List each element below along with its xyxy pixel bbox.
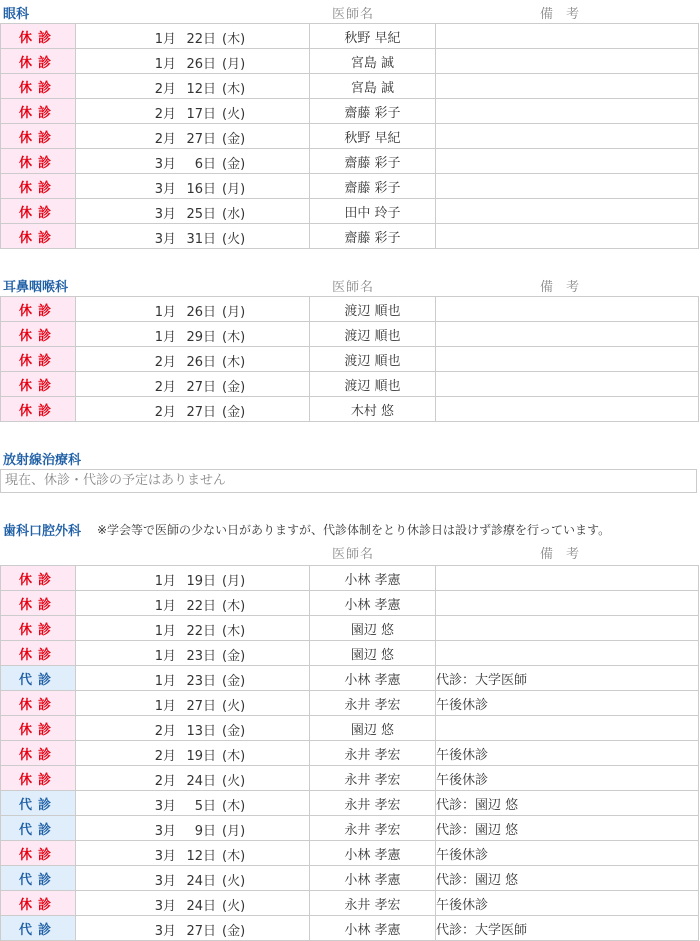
date-cell <box>76 99 310 124</box>
status-badge: 休診 <box>1 174 76 199</box>
date-weekday: (火) <box>222 699 246 714</box>
date-day: 23日 <box>186 674 216 689</box>
date-month: 3月 <box>154 874 176 889</box>
date-weekday: (月) <box>222 305 246 320</box>
doctor-cell: 渡辺 順也 <box>310 297 436 322</box>
remarks-cell: 代診：園辺 悠 <box>436 791 699 816</box>
date-day: 26日 <box>186 305 216 320</box>
date-cell <box>76 397 310 422</box>
section-title: 眼科 <box>3 7 30 22</box>
table-row <box>1 866 699 891</box>
date-day: 31日 <box>186 232 216 247</box>
date-weekday: (木) <box>222 799 246 814</box>
remarks-cell <box>436 347 699 372</box>
status-badge: 休診 <box>1 691 76 716</box>
date-month: 3月 <box>154 849 176 864</box>
status-badge: 代診 <box>1 866 76 891</box>
remarks-cell: 午後休診 <box>436 841 699 866</box>
table-row <box>1 691 699 716</box>
remarks-cell <box>436 716 699 741</box>
column-header-doctor: 医師名 <box>332 7 375 22</box>
date-day: 16日 <box>186 182 216 197</box>
date-day: 24日 <box>186 874 216 889</box>
date-month: 1月 <box>154 305 176 320</box>
status-badge: 休診 <box>1 841 76 866</box>
table-row <box>1 791 699 816</box>
date-weekday: (火) <box>222 774 246 789</box>
status-badge: 休診 <box>1 397 76 422</box>
date-month: 3月 <box>154 924 176 939</box>
section-radiation <box>0 446 700 493</box>
date-weekday: (水) <box>222 207 246 222</box>
remarks-cell: 代診：大学医師 <box>436 666 699 691</box>
date-month: 1月 <box>154 699 176 714</box>
date-day: 27日 <box>186 699 216 714</box>
doctor-cell: 齋藤 彩子 <box>310 174 436 199</box>
date-weekday: (火) <box>222 899 246 914</box>
date-day: 22日 <box>186 624 216 639</box>
date-month: 3月 <box>154 207 176 222</box>
status-badge: 休診 <box>1 566 76 591</box>
date-weekday: (木) <box>222 330 246 345</box>
date-day: 26日 <box>186 355 216 370</box>
section-header <box>0 273 700 296</box>
date-weekday: (木) <box>222 849 246 864</box>
date-weekday: (金) <box>222 380 246 395</box>
doctor-cell: 永井 孝宏 <box>310 691 436 716</box>
date-day: 24日 <box>186 774 216 789</box>
remarks-cell: 代診：園辺 悠 <box>436 866 699 891</box>
remarks-cell <box>436 149 699 174</box>
date-cell <box>76 347 310 372</box>
doctor-cell: 永井 孝宏 <box>310 891 436 916</box>
date-day: 27日 <box>186 380 216 395</box>
status-badge: 休診 <box>1 766 76 791</box>
date-cell <box>76 149 310 174</box>
table-row <box>1 174 699 199</box>
status-badge: 休診 <box>1 149 76 174</box>
doctor-cell: 小林 孝憲 <box>310 566 436 591</box>
date-day: 23日 <box>186 649 216 664</box>
date-day: 25日 <box>186 207 216 222</box>
status-badge: 休診 <box>1 372 76 397</box>
date-day: 5日 <box>194 799 216 814</box>
section-ent <box>0 273 700 422</box>
date-month: 1月 <box>154 674 176 689</box>
doctor-cell: 永井 孝宏 <box>310 766 436 791</box>
doctor-cell: 宮島 誠 <box>310 49 436 74</box>
doctor-cell: 齋藤 彩子 <box>310 99 436 124</box>
date-month: 2月 <box>154 405 176 420</box>
date-cell <box>76 566 310 591</box>
date-month: 2月 <box>154 749 176 764</box>
remarks-cell <box>436 74 699 99</box>
status-badge: 休診 <box>1 616 76 641</box>
date-day: 12日 <box>186 849 216 864</box>
doctor-cell: 秋野 早紀 <box>310 124 436 149</box>
date-weekday: (火) <box>222 874 246 889</box>
date-weekday: (木) <box>222 599 246 614</box>
date-day: 13日 <box>186 724 216 739</box>
doctor-cell: 渡辺 順也 <box>310 347 436 372</box>
date-month: 3月 <box>154 824 176 839</box>
date-cell <box>76 816 310 841</box>
section-note: ※学会等で医師の少ない日がありますが、代診体制をとり休診日は設けず診療を行っています。 <box>97 523 611 537</box>
table-row <box>1 641 699 666</box>
date-weekday: (木) <box>222 749 246 764</box>
status-badge: 休診 <box>1 124 76 149</box>
date-cell <box>76 174 310 199</box>
remarks-cell <box>436 124 699 149</box>
date-weekday: (火) <box>222 107 246 122</box>
remarks-cell <box>436 49 699 74</box>
doctor-cell: 園辺 悠 <box>310 641 436 666</box>
table-row <box>1 347 699 372</box>
status-badge: 休診 <box>1 347 76 372</box>
doctor-cell: 永井 孝宏 <box>310 816 436 841</box>
remarks-cell <box>436 641 699 666</box>
doctor-cell: 小林 孝憲 <box>310 841 436 866</box>
date-weekday: (月) <box>222 574 246 589</box>
date-day: 29日 <box>186 330 216 345</box>
status-badge: 代診 <box>1 666 76 691</box>
remarks-cell <box>436 397 699 422</box>
remarks-cell <box>436 616 699 641</box>
date-cell <box>76 372 310 397</box>
table-row <box>1 297 699 322</box>
date-cell <box>76 666 310 691</box>
doctor-cell: 永井 孝宏 <box>310 741 436 766</box>
status-badge: 休診 <box>1 741 76 766</box>
date-month: 3月 <box>154 899 176 914</box>
section-title: 耳鼻咽喉科 <box>3 280 69 295</box>
section-title: 歯科口腔外科 <box>3 524 82 539</box>
date-month: 2月 <box>154 380 176 395</box>
column-header-doctor: 医師名 <box>332 547 375 562</box>
section-header <box>0 517 700 542</box>
date-cell <box>76 49 310 74</box>
table-row <box>1 841 699 866</box>
doctor-cell: 木村 悠 <box>310 397 436 422</box>
date-day: 22日 <box>186 599 216 614</box>
status-badge: 休診 <box>1 224 76 249</box>
remarks-cell: 午後休診 <box>436 766 699 791</box>
status-badge: 休診 <box>1 891 76 916</box>
section-header <box>0 0 700 23</box>
table-row <box>1 741 699 766</box>
date-month: 1月 <box>154 599 176 614</box>
table-row <box>1 74 699 99</box>
date-cell <box>76 297 310 322</box>
date-day: 26日 <box>186 57 216 72</box>
date-cell <box>76 766 310 791</box>
status-badge: 休診 <box>1 49 76 74</box>
date-month: 2月 <box>154 132 176 147</box>
doctor-cell: 齋藤 彩子 <box>310 149 436 174</box>
doctor-cell: 小林 孝憲 <box>310 591 436 616</box>
date-weekday: (木) <box>222 32 246 47</box>
table-row <box>1 99 699 124</box>
table-row <box>1 591 699 616</box>
status-badge: 休診 <box>1 591 76 616</box>
doctor-cell: 園辺 悠 <box>310 716 436 741</box>
date-month: 2月 <box>154 82 176 97</box>
remarks-cell <box>436 24 699 49</box>
date-weekday: (金) <box>222 649 246 664</box>
date-cell <box>76 74 310 99</box>
date-cell <box>76 322 310 347</box>
date-month: 2月 <box>154 107 176 122</box>
date-day: 9日 <box>194 824 216 839</box>
table-row <box>1 816 699 841</box>
remarks-cell <box>436 322 699 347</box>
date-cell <box>76 591 310 616</box>
remarks-cell <box>436 99 699 124</box>
date-month: 1月 <box>154 32 176 47</box>
date-cell <box>76 916 310 941</box>
column-header-remarks: 備 考 <box>540 280 580 295</box>
date-month: 3月 <box>154 799 176 814</box>
date-day: 19日 <box>186 574 216 589</box>
date-cell <box>76 866 310 891</box>
date-day: 17日 <box>186 107 216 122</box>
doctor-cell: 小林 孝憲 <box>310 916 436 941</box>
date-weekday: (月) <box>222 824 246 839</box>
date-day: 6日 <box>194 157 216 172</box>
date-weekday: (金) <box>222 132 246 147</box>
date-cell <box>76 124 310 149</box>
date-weekday: (金) <box>222 405 246 420</box>
status-badge: 休診 <box>1 322 76 347</box>
doctor-cell: 渡辺 順也 <box>310 322 436 347</box>
date-weekday: (木) <box>222 624 246 639</box>
doctor-cell: 永井 孝宏 <box>310 791 436 816</box>
status-badge: 休診 <box>1 74 76 99</box>
schedule-table <box>0 296 699 422</box>
doctor-cell: 秋野 早紀 <box>310 24 436 49</box>
column-header-remarks: 備 考 <box>540 547 580 562</box>
table-row <box>1 149 699 174</box>
date-month: 1月 <box>154 574 176 589</box>
date-day: 24日 <box>186 899 216 914</box>
date-day: 22日 <box>186 32 216 47</box>
table-row <box>1 616 699 641</box>
column-header-remarks: 備 考 <box>540 7 580 22</box>
status-badge: 休診 <box>1 99 76 124</box>
status-badge: 代診 <box>1 916 76 941</box>
status-badge: 休診 <box>1 199 76 224</box>
date-cell <box>76 716 310 741</box>
date-cell <box>76 224 310 249</box>
table-row <box>1 766 699 791</box>
remarks-cell <box>436 372 699 397</box>
doctor-cell: 田中 玲子 <box>310 199 436 224</box>
table-row <box>1 322 699 347</box>
date-weekday: (木) <box>222 355 246 370</box>
column-header-doctor: 医師名 <box>332 280 375 295</box>
table-row <box>1 916 699 941</box>
date-month: 2月 <box>154 355 176 370</box>
table-row <box>1 124 699 149</box>
remarks-cell: 代診：園辺 悠 <box>436 816 699 841</box>
table-row <box>1 891 699 916</box>
doctor-cell: 小林 孝憲 <box>310 866 436 891</box>
date-weekday: (火) <box>222 232 246 247</box>
doctor-cell: 宮島 誠 <box>310 74 436 99</box>
status-badge: 休診 <box>1 716 76 741</box>
no-schedule-message: 現在、休診・代診の予定はありません <box>0 469 697 493</box>
remarks-cell <box>436 297 699 322</box>
date-month: 1月 <box>154 624 176 639</box>
date-month: 3月 <box>154 157 176 172</box>
date-month: 3月 <box>154 232 176 247</box>
date-month: 2月 <box>154 774 176 789</box>
table-row <box>1 716 699 741</box>
table-row <box>1 224 699 249</box>
remarks-cell <box>436 566 699 591</box>
doctor-cell: 齋藤 彩子 <box>310 224 436 249</box>
section-title: 放射線治療科 <box>3 453 82 468</box>
remarks-cell <box>436 224 699 249</box>
date-month: 2月 <box>154 724 176 739</box>
date-cell <box>76 841 310 866</box>
date-month: 1月 <box>154 330 176 345</box>
section-dental <box>0 517 700 941</box>
date-weekday: (金) <box>222 724 246 739</box>
date-day: 27日 <box>186 132 216 147</box>
date-weekday: (月) <box>222 57 246 72</box>
remarks-cell <box>436 591 699 616</box>
date-weekday: (金) <box>222 674 246 689</box>
date-day: 27日 <box>186 405 216 420</box>
date-weekday: (金) <box>222 157 246 172</box>
status-badge: 休診 <box>1 24 76 49</box>
date-day: 27日 <box>186 924 216 939</box>
date-cell <box>76 24 310 49</box>
table-row <box>1 566 699 591</box>
status-badge: 休診 <box>1 641 76 666</box>
date-month: 1月 <box>154 649 176 664</box>
date-day: 12日 <box>186 82 216 97</box>
table-row <box>1 24 699 49</box>
section-eye <box>0 0 700 249</box>
date-weekday: (木) <box>222 82 246 97</box>
date-cell <box>76 741 310 766</box>
column-header-row <box>0 542 700 565</box>
remarks-cell: 午後休診 <box>436 691 699 716</box>
date-cell <box>76 199 310 224</box>
status-badge: 休診 <box>1 297 76 322</box>
remarks-cell <box>436 199 699 224</box>
doctor-cell: 園辺 悠 <box>310 616 436 641</box>
schedule-table <box>0 565 699 941</box>
remarks-cell: 午後休診 <box>436 891 699 916</box>
table-row <box>1 199 699 224</box>
table-row <box>1 397 699 422</box>
doctor-cell: 小林 孝憲 <box>310 666 436 691</box>
status-badge: 代診 <box>1 816 76 841</box>
date-cell <box>76 891 310 916</box>
table-row <box>1 666 699 691</box>
remarks-cell <box>436 174 699 199</box>
status-badge: 代診 <box>1 791 76 816</box>
date-weekday: (金) <box>222 924 246 939</box>
table-row <box>1 49 699 74</box>
table-row <box>1 372 699 397</box>
remarks-cell: 午後休診 <box>436 741 699 766</box>
section-header <box>0 446 700 469</box>
date-day: 19日 <box>186 749 216 764</box>
date-cell <box>76 641 310 666</box>
doctor-cell: 渡辺 順也 <box>310 372 436 397</box>
schedule-table <box>0 23 699 249</box>
date-cell <box>76 616 310 641</box>
remarks-cell: 代診：大学医師 <box>436 916 699 941</box>
date-cell <box>76 791 310 816</box>
date-cell <box>76 691 310 716</box>
date-month: 1月 <box>154 57 176 72</box>
date-weekday: (月) <box>222 182 246 197</box>
date-month: 3月 <box>154 182 176 197</box>
